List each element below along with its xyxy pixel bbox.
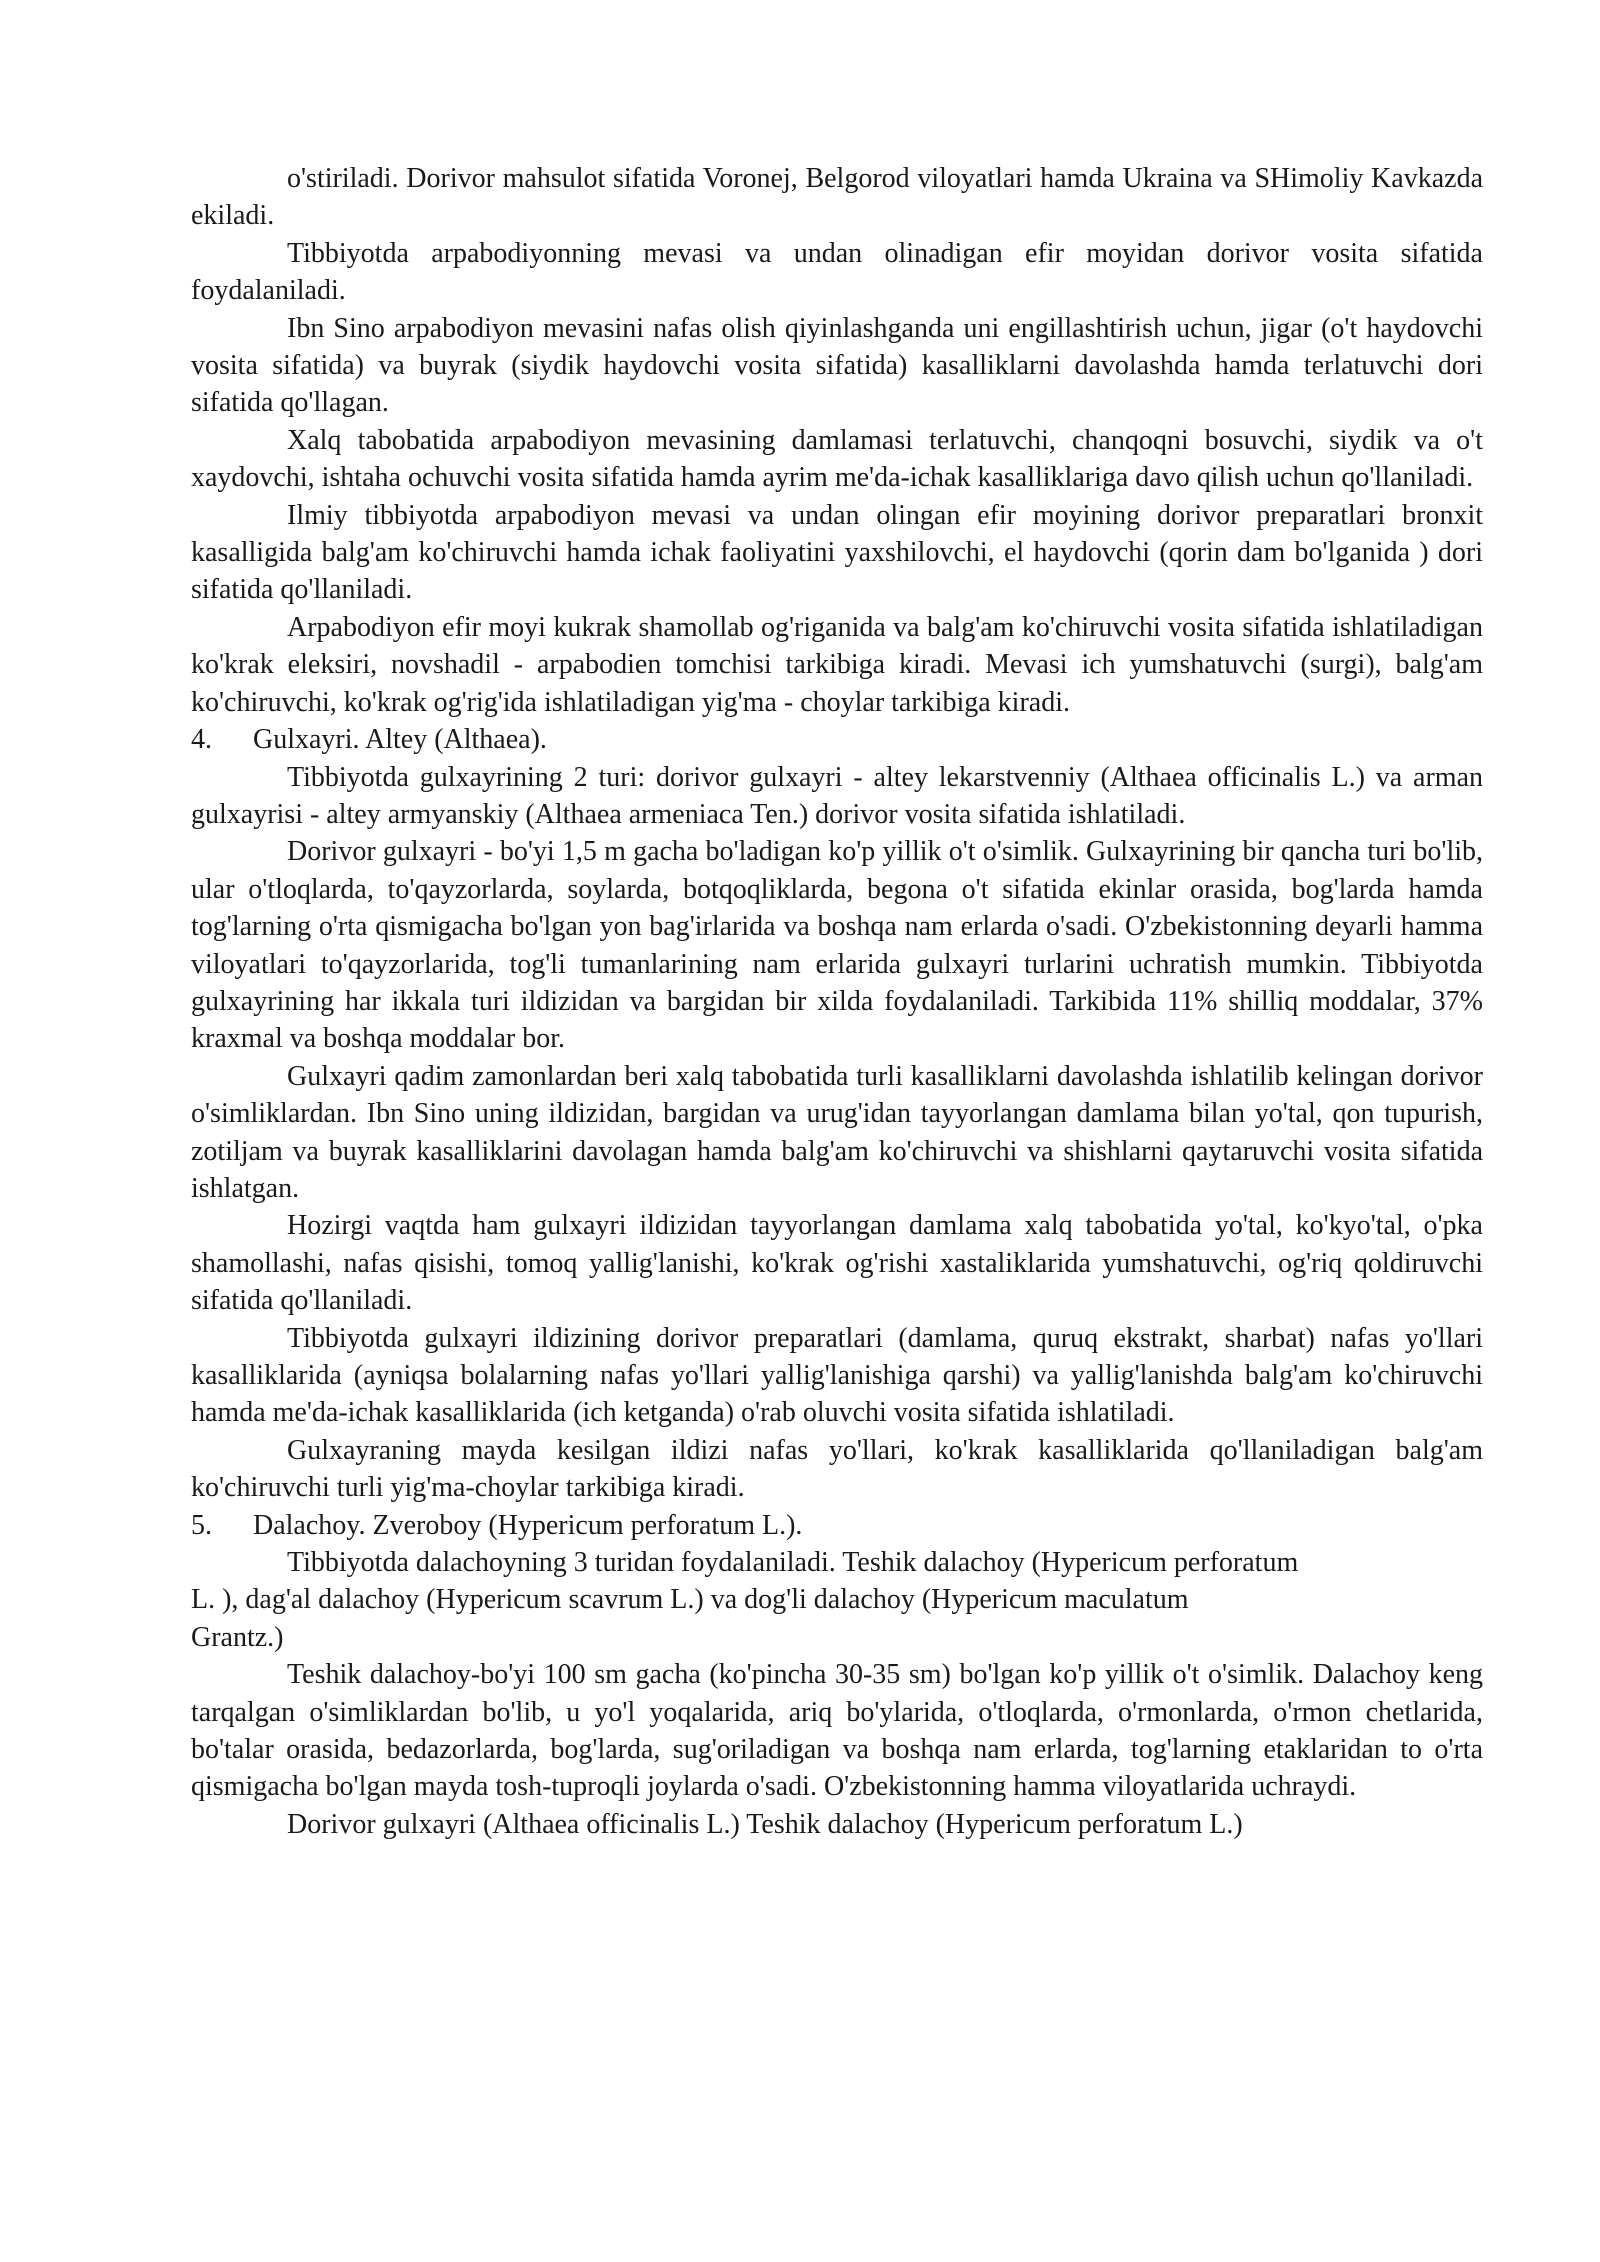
paragraph: Grantz.) [191,1621,284,1653]
figure-caption: Dorivor gulxayri (Althaea officinalis L.) Teshik dalachoy (Hypericum perforatum L.) [287,1808,1243,1840]
paragraph: Dorivor gulxayri - bo'yi 1,5 m gacha bo'ladigan ko'p yillik o't o'simlik. Gulxayrining bir qancha turi bo'lib, ular o'tloqlarda, to'qayzorlarda, soylarda, botqoqliklarda, begona o't sifatida ekinlar orasida, bog'larda hamda tog'larning o'rta qismigacha bo'lgan yon bag'irlarida va boshqa nam erlarda o'sadi. O'zbekistonning deyarli hamma viloyatlari to'qayzorlarida, tog'li tumanlarining nam erlarida gulxayri turlarini uchratish mumkin. Tibbiyotda gulxayrining har ikkala turi ildizidan va bargidan bir xilda foydalaniladi. Tarkibida 11% shilliq moddalar, 37% kraxmal va boshqa moddalar bor. [191,836,1483,1055]
paragraph: Tibbiyotda arpabodiyonning mevasi va undan olinadigan efir moyidan dorivor vosita sifatida foydalaniladi. [191,237,1483,307]
paragraph: Gulxayri qadim zamonlardan beri xalq tabobatida turli kasalliklarni davolashda ishlatilib kelingan dorivor o'simliklardan. Ibn Sino uning ildizidan, bargidan va urug'idan tayyorlangan damlama bilan yo'tal, qon tupurish, zotiljam va buyrak kasalliklarini davolagan hamda balg'am ko'chiruvchi va shishlarni qaytaruvchi vosita sifatida ishlatgan. [191,1060,1483,1204]
section-title: Gulxayri. Altey (Althaea). [253,724,547,756]
paragraph: o'stiriladi. Dorivor mahsulot sifatida Voronej, Belgorod viloyatlari hamda Ukraina va SHimoliy Kavkazda ekiladi. [191,163,1483,232]
document-page [191,160,1483,1843]
section-number: 5. [191,1509,212,1541]
paragraph: Xalq tabobatida arpabodiyon mevasining damlamasi terlatuvchi, chanqoqni bosuvchi, siydik va o't xaydovchi, ishtaha ochuvchi vosita sifatida hamda ayrim me'da-ichak kasalliklariga davo qilish uchun qo'llaniladi. [191,424,1483,494]
section-number: 4. [191,724,212,756]
paragraph: Ibn Sino arpabodiyon mevasini nafas olish qiyinlashganda uni engillashtirish uchun, jigar (o't haydovchi vosita sifatida) va buyrak (siydik haydovchi vosita sifatida) kasalliklarni davolashda hamda terlatuvchi dori sifatida qo'llagan. [191,312,1483,419]
section-title: Dalachoy. Zveroboy (Hypericum perforatum L.). [253,1509,803,1541]
paragraph: Teshik dalachoy-bo'yi 100 sm gacha (ko'pincha 30-35 sm) bo'lgan ko'p yillik o't o'simlik. Dalachoy keng tarqalgan o'simliklardan bo'lib, u yo'l yoqalarida, ariq bo'ylarida, o'tloqlarda, o'rmonlarda, o'rmon chetlarida, bo'talar orasida, bedazorlarda, bog'larda, sug'oriladigan va boshqa nam erlarda, tog'larning etaklaridan to o'rta qismigacha bo'lgan mayda tosh-tuproqli joylarda o'sadi. O'zbekistonning hamma viloyatlarida uchraydi. [191,1659,1483,1803]
paragraph: L. ), dag'al dalachoy (Hypericum scavrum L.) va dog'li dalachoy (Hypericum maculatum [191,1584,1189,1616]
paragraph: Tibbiyotda dalachoyning 3 turidan foydalaniladi. Teshik dalachoy (Hypericum perforatum [287,1547,1299,1579]
paragraph: Tibbiyotda gulxayri ildizining dorivor preparatlari (damlama, quruq ekstrakt, sharbat) nafas yo'llari kasalliklarida (ayniqsa bolalarning nafas yo'llari yallig'lanishiga qarshi) va yallig'lanishda balg'am ko'chiruvchi hamda me'da-ichak kasalliklarida (ich ketganda) o'rab oluvchi vosita sifatida ishlatiladi. [191,1322,1483,1429]
section-heading [191,721,1483,758]
paragraph: Arpabodiyon efir moyi kukrak shamollab og'riganida va balg'am ko'chiruvchi vosita sifatida ishlatiladigan ko'krak eleksiri, novshadil - arpabodien tomchisi tarkibiga kiradi. Mevasi ich yumshatuvchi (surgi), balg'am ko'chiruvchi, ko'krak og'rig'ida ishlatiladigan yig'ma - choylar tarkibiga kiradi. [191,611,1483,718]
paragraph: Gulxayraning mayda kesilgan ildizi nafas yo'llari, ko'krak kasalliklarida qo'llaniladigan balg'am ko'chiruvchi turli yig'ma-choylar tarkibiga kiradi. [191,1434,1483,1504]
paragraph: Ilmiy tibbiyotda arpabodiyon mevasi va undan olingan efir moyining dorivor preparatlari bronxit kasalligida balg'am ko'chiruvchi hamda ichak faoliyatini yaxshilovchi, el haydovchi (qorin dam bo'lganida ) dori sifatida qo'llaniladi. [191,499,1483,606]
paragraph: Tibbiyotda gulxayrining 2 turi: dorivor gulxayri - altey lekarstvenniy (Althaea officinalis L.) va arman gulxayrisi - altey armyanskiy (Althaea armeniaca Ten.) dorivor vosita sifatida ishlatiladi. [191,761,1483,830]
section-heading [191,1507,1483,1544]
paragraph: Hozirgi vaqtda ham gulxayri ildizidan tayyorlangan damlama xalq tabobatida yo'tal, ko'kyo'tal, o'pka shamollashi, nafas qisishi, tomoq yallig'lanishi, ko'krak og'rishi xastaliklarida yumshatuvchi, og'riq qoldiruvchi sifatida qo'llaniladi. [191,1210,1483,1317]
